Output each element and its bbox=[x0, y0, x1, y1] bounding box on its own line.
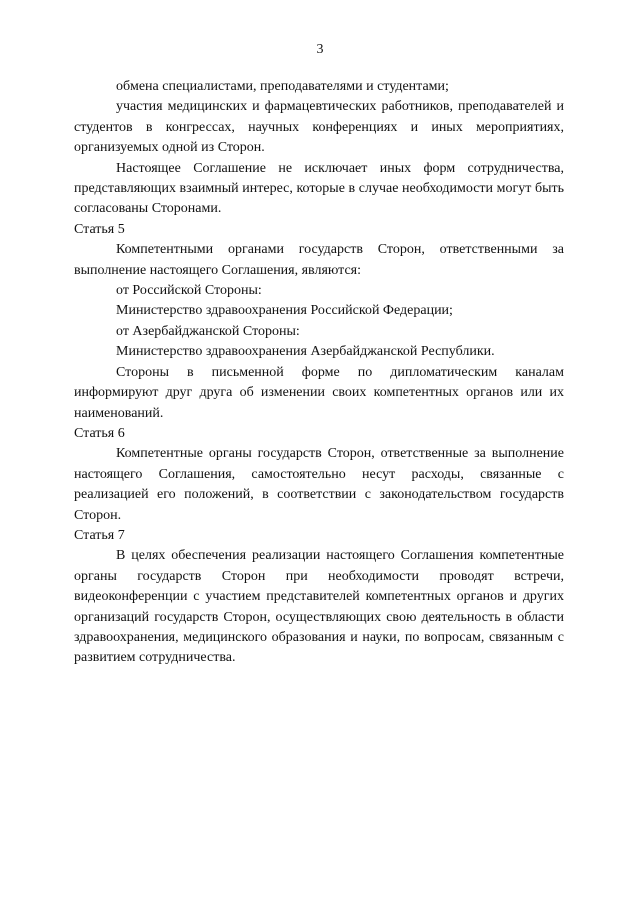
page-number: 3 bbox=[316, 42, 324, 57]
paragraph-other-forms: Настоящее Соглашение не исключает иных форм сотрудничества, представляющих взаимный интерес, которые в случае необходимости могут быть согласованы Сторонами. bbox=[74, 160, 564, 217]
article-5-paragraph-2: от Российской Стороны: bbox=[116, 283, 262, 299]
article-6-heading: Статья 6 bbox=[74, 425, 125, 441]
article-5-paragraph-3: Министерство здравоохранения Российской Федерации; bbox=[116, 303, 453, 319]
article-5-paragraph-4: от Азербайджанской Стороны: bbox=[116, 323, 300, 339]
article-5-heading: Статья 5 bbox=[74, 221, 125, 237]
article-7-paragraph-1: В целях обеспечения реализации настоящего Соглашения компетентные органы государств Сторон при необходимости проводят встречи, видеоконференции с участием представителей компетентных органов и других организаций государств Сторон, осуществляющих свою деятельность в области здравоохранения, медицинского образования и науки, по вопросам, связанным с развитием сотрудничества. bbox=[74, 548, 564, 666]
paragraph-participation: участия медицинских и фармацевтических работников, преподавателей и студентов в конгрессах, научных конференциях и иных мероприятиях, организуемых одной из Сторон. bbox=[74, 99, 564, 156]
article-5-paragraph-5: Министерство здравоохранения Азербайджанской Республики. bbox=[116, 344, 495, 360]
article-7-heading: Статья 7 bbox=[74, 527, 125, 543]
paragraph-exchange: обмена специалистами, преподавателями и студентами; bbox=[116, 79, 449, 94]
article-5-paragraph-1: Компетентными органами государств Сторон, ответственными за выполнение настоящего Соглашения, являются: bbox=[74, 242, 564, 278]
article-6-paragraph-1: Компетентные органы государств Сторон, ответственные за выполнение настоящего Соглашения, самостоятельно несут расходы, связанные с реализацией его положений, в соответствии с законодательством государств Сторон. bbox=[74, 446, 564, 523]
article-5-paragraph-6: Стороны в письменной форме по дипломатическим каналам информируют друг друга об изменении своих компетентных органов или их наименований. bbox=[74, 364, 564, 421]
document-body bbox=[74, 77, 564, 669]
